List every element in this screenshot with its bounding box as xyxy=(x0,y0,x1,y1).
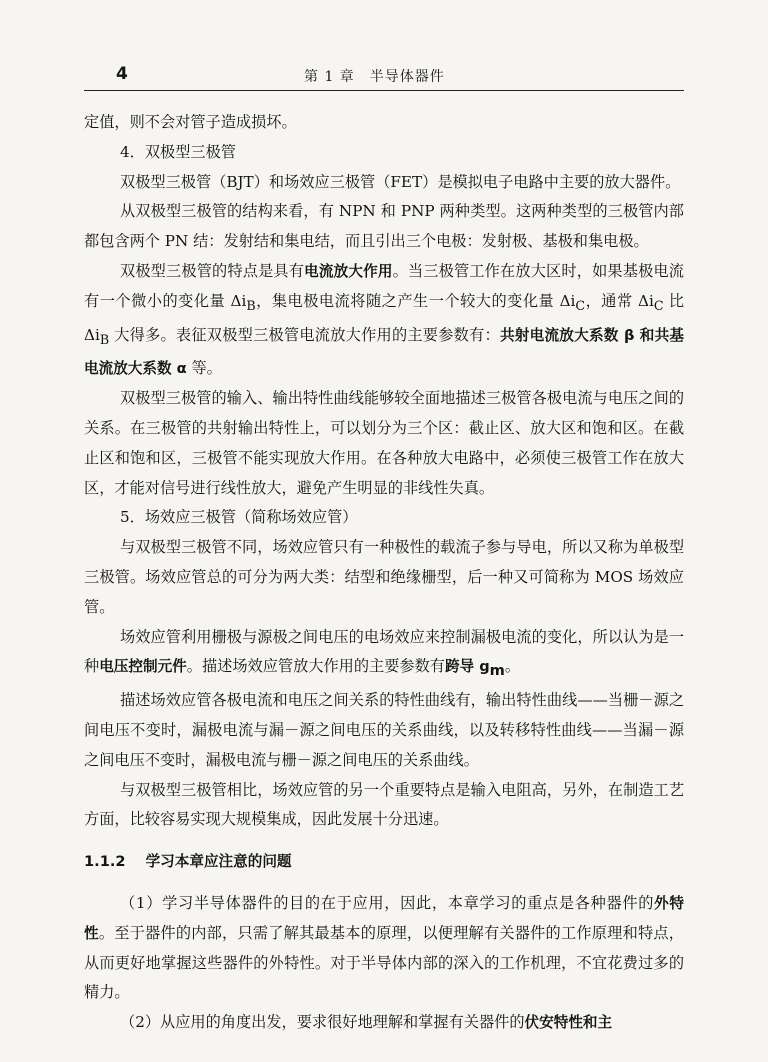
text-run: 等。 xyxy=(186,359,222,378)
paragraph xyxy=(84,889,684,1008)
bold-term: 伏安特性和主 xyxy=(524,1014,613,1032)
paragraph xyxy=(84,257,684,384)
spacer xyxy=(84,835,684,847)
text-run: （2）从应用的角度出发，要求很好地理解和掌握有关器件的 xyxy=(120,1013,525,1032)
text-run: 。至于器件的内部，只需了解其最基本的原理，以便理解有关器件的工作原理和特点，从而更好地掌握这些器件的外特性。对于半导体内部的深入的工作机理，不宜花费过多的精力。 xyxy=(84,923,684,1002)
paragraph: 与双极型三极管不同，场效应管只有一种极性的载流子参与导电，所以又称为单极型三极管。场效应管总的可分为两大类：结型和绝缘栅型，后一种又可简称为 MOS 场效应管。 xyxy=(84,538,684,616)
text-run: 双极型三极管的特点是具有 xyxy=(120,261,305,280)
spacer xyxy=(84,877,684,889)
running-title: 第 1 章 半导体器件 xyxy=(304,69,445,85)
text-run: 。描述场效应管放大作用的主要参数有 xyxy=(186,657,445,676)
subheading-fet: 5．场效应三极管（简称场效应管） xyxy=(120,508,358,527)
text-run: ，集电极电流将随之产生一个较大的变化量 Δi xyxy=(255,291,576,310)
section-heading xyxy=(84,847,684,877)
paragraph xyxy=(84,623,684,687)
paragraph: 双极型三极管（BJT）和场效应三极管（FET）是模拟电子电路中主要的放大器件。 xyxy=(120,172,681,191)
paragraph: 双极型三极管的输入、输出特性曲线能够较全面地描述三极管各极电流与电压之间的关系。在三极管的共射输出特性上，可以划分为三个区：截止区、放大区和饱和区。在截止区和饱和区，三极管不能实现放大作用。在各种放大电路中，必须使三极管工作在放大区，才能对信号进行线性放大，避免产生明显的非线性失真。 xyxy=(84,389,684,497)
paragraph: 描述场效应管各极电流和电压之间关系的特性曲线有，输出特性曲线——当栅－源之间电压不变时，漏极电流与漏－源之间电压的关系曲线，以及转移特性曲线——当漏－源之间电压不变时，漏极电流与栅－源之间电压的关系曲线。 xyxy=(84,691,684,769)
subscript: m xyxy=(489,662,505,680)
text-run: 场效应管利用栅极与源极之间电压的电场效应来控制漏极电流的变化，所以认为是一种 xyxy=(84,627,684,676)
paragraph: 与双极型三极管相比，场效应管的另一个重要特点是输入电阻高，另外，在制造工艺方面，比较容易实现大规模集成，因此发展十分迅速。 xyxy=(84,780,684,829)
paragraph: 从双极型三极管的结构来看，有 NPN 和 PNP 两种类型。这两种类型的三极管内部都包含两个 PN 结：发射结和集电结，而且引出三个电极：发射极、基极和集电极。 xyxy=(84,202,684,251)
section-number: 1.1.2 xyxy=(84,853,126,871)
text-run: 。 xyxy=(504,657,521,676)
text-run: 。当三极管工作在放大区时，如果基极电流有一个微小的变化量 Δi xyxy=(84,261,684,310)
subscript: C xyxy=(653,297,664,313)
subheading-bjt: 4．双极型三极管 xyxy=(120,142,236,161)
subscript: B xyxy=(99,331,110,347)
page-header xyxy=(84,60,684,90)
text-run: （1）学习半导体器件的目的在于应用，因此，本章学习的重点是各种器件的 xyxy=(120,894,655,913)
paragraph: 定值，则不会对管子造成损坏。 xyxy=(84,113,297,131)
subscript: C xyxy=(575,297,586,313)
body-text xyxy=(84,108,684,1038)
text-run: 比 Δi xyxy=(84,291,685,344)
page-number: 4 xyxy=(116,64,128,84)
text-run: ，通常 Δi xyxy=(585,291,654,310)
bold-term: 电压控制元件 xyxy=(99,658,187,676)
bold-term: 跨导 g xyxy=(444,658,490,676)
bold-term: 电流放大作用 xyxy=(304,262,393,280)
header-rule xyxy=(84,90,684,91)
text-run: 大得多。表征双极型三极管电流放大作用的主要参数有： xyxy=(109,325,500,344)
bold-term: 共射电流放大系数 β 和共基电流放大系数 α xyxy=(84,326,684,378)
subscript: B xyxy=(246,297,256,313)
section-title: 学习本章应注意的问题 xyxy=(145,853,292,871)
bold-term: 外特性 xyxy=(84,895,684,942)
paragraph xyxy=(84,1008,684,1038)
